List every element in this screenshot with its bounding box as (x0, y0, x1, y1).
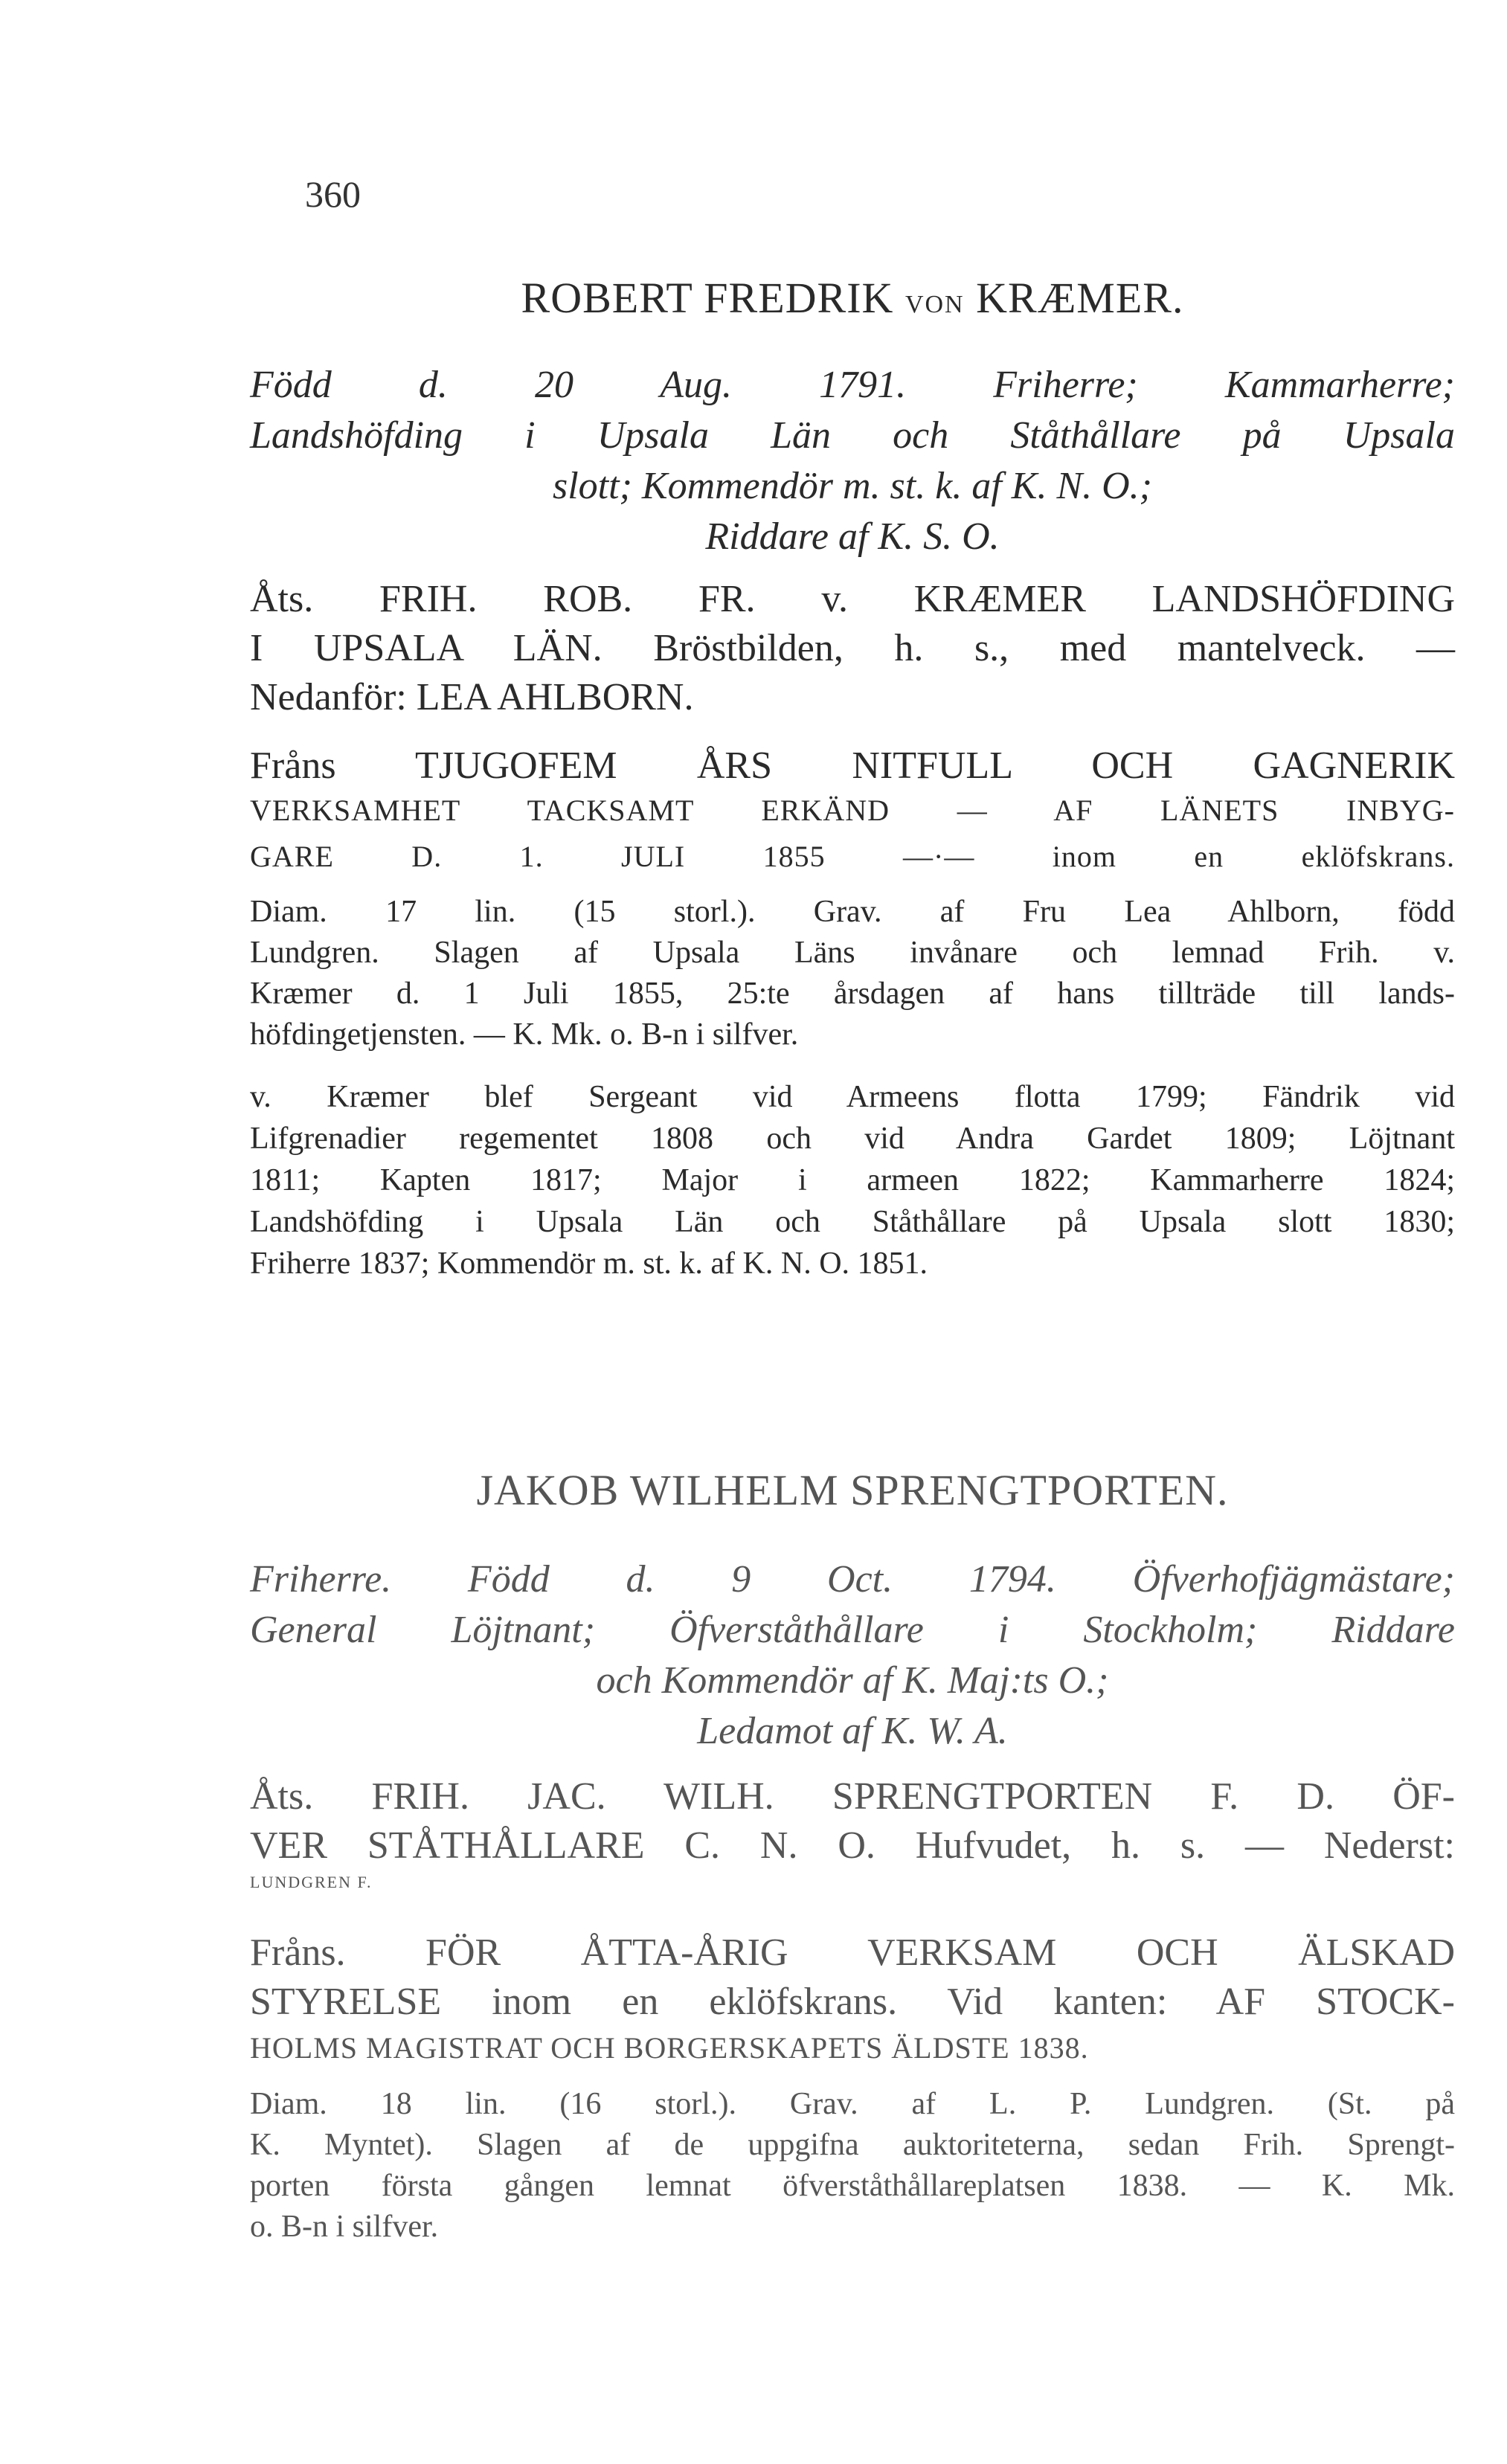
entry-1-biography-line: Landshöfding i Upsala Län och Ståthållare på Upsala slott 1830; (250, 1205, 1455, 1239)
entry-2-obverse-line: VER STÅTHÅLLARE C. N. O. Hufvudet, h. s. — Nederst: (250, 1824, 1455, 1867)
entry-1-description-line: Lundgren. Slagen af Upsala Läns invånare och lemnad Frih. v. (250, 936, 1455, 970)
entry-1-reverse-line: VERKSAMHET TACKSAMT ERKÄND — AF LÄNETS INBYG- (250, 794, 1455, 827)
entry-2-titles-line: Ledamot af K. W. A. (697, 1710, 1008, 1752)
entry-2-description-line: K. Myntet). Slagen af de uppgifna auktoriteterna, sedan Frih. Sprengt- (250, 2128, 1455, 2162)
entry-1-biography-line: v. Kræmer blef Sergeant vid Armeens flotta 1799; Fändrik vid (250, 1080, 1455, 1114)
entry-1-obverse-line: Nedanför: LEA AHLBORN. (250, 676, 694, 718)
entry-2-obverse-line: LUNDGREN F. (250, 1873, 373, 1891)
entry-1-description (250, 896, 1455, 1050)
entry-1-reverse (250, 744, 1455, 873)
entry-2-description-line: o. B-n i silfver. (250, 2210, 439, 2244)
entry-2-description-line: porten första gången lemnat öfverståthållareplatsen 1838. — K. Mk. (250, 2169, 1455, 2203)
page-number: 360 (305, 173, 361, 215)
entry-1-titles-line: Född d. 20 Aug. 1791. Friherre; Kammarherre; (250, 364, 1455, 406)
entry-1-biography-line: 1811; Kapten 1817; Major i armeen 1822; Kammarherre 1824; (250, 1163, 1455, 1197)
entry-1-title-von: VON (904, 291, 965, 318)
entry-2-obverse (250, 1775, 1455, 1891)
entry-2-titles-line: och Kommendör af K. Maj:ts O.; (596, 1659, 1109, 1702)
entry-2-reverse (250, 1931, 1455, 2065)
entry-1-titles-line: Riddare af K. S. O. (705, 515, 1000, 558)
entry-1-description-line: höfdingetjensten. — K. Mk. o. B-n i silfver. (250, 1017, 799, 1052)
entry-2-reverse-line: STYRELSE inom en eklöfskrans. Vid kanten: AF STOCK- (250, 1981, 1455, 2023)
entry-1-biography-line: Lifgrenadier regementet 1808 och vid Andra Gardet 1809; Löjtnant (250, 1122, 1455, 1156)
entry-2-title: JAKOB WILHELM SPRENGTPORTEN. (476, 1466, 1229, 1514)
entry-2-description (250, 2088, 1455, 2242)
entry-1-description-line: Diam. 17 lin. (15 storl.). Grav. af Fru Lea Ahlborn, född (250, 895, 1455, 929)
entry-2-titles (250, 1560, 1455, 1751)
entry-1-biography (250, 1081, 1455, 1279)
entry-1-title-name: ROBERT FREDRIK (521, 274, 894, 322)
entry-2-titles-line: General Löjtnant; Öfverståthållare i Stockholm; Riddare (250, 1609, 1455, 1651)
entry-1-titles-line: slott; Kommendör m. st. k. af K. N. O.; (553, 465, 1152, 507)
entry-1-titles (250, 366, 1455, 556)
entry-1-description-line: Kræmer d. 1 Juli 1855, 25:te årsdagen af hans tillträde till lands- (250, 977, 1455, 1011)
entry-1-biography-line: Friherre 1837; Kommendör m. st. k. af K. N. O. 1851. (250, 1247, 928, 1281)
entry-1-obverse (250, 580, 1455, 717)
entry-2-reverse-line: Fråns. FÖR ÅTTA-ÅRIG VERKSAM OCH ÄLSKAD (250, 1931, 1455, 1974)
entry-2-reverse-line: HOLMS MAGISTRAT OCH BORGERSKAPETS ÄLDSTE 1838. (250, 2031, 1089, 2065)
entry-1-obverse-line: I UPSALA LÄN. Bröstbilden, h. s., med mantelveck. — (250, 627, 1455, 669)
entry-1-title-surname: KRÆMER. (976, 274, 1184, 322)
entry-1-titles-line: Landshöfding i Upsala Län och Ståthållare på Upsala (250, 414, 1455, 457)
entry-1-title (250, 274, 1455, 322)
entry-1-obverse-line: Åts. FRIH. ROB. FR. v. KRÆMER LANDSHÖFDING (250, 578, 1455, 620)
entry-2-titles-line: Friherre. Född d. 9 Oct. 1794. Öfverhofjägmästare; (250, 1558, 1455, 1601)
entry-2-description-line: Diam. 18 lin. (16 storl.). Grav. af L. P. Lundgren. (St. på (250, 2087, 1455, 2121)
entry-2-obverse-line: Åts. FRIH. JAC. WILH. SPRENGTPORTEN F. D. ÖF- (250, 1775, 1455, 1818)
entry-1-reverse-line: Fråns TJUGOFEM ÅRS NITFULL OCH GAGNERIK (250, 744, 1455, 787)
entry-1-reverse-line: GARE D. 1. JULI 1855 —·— inom en eklöfskrans. (250, 840, 1455, 873)
